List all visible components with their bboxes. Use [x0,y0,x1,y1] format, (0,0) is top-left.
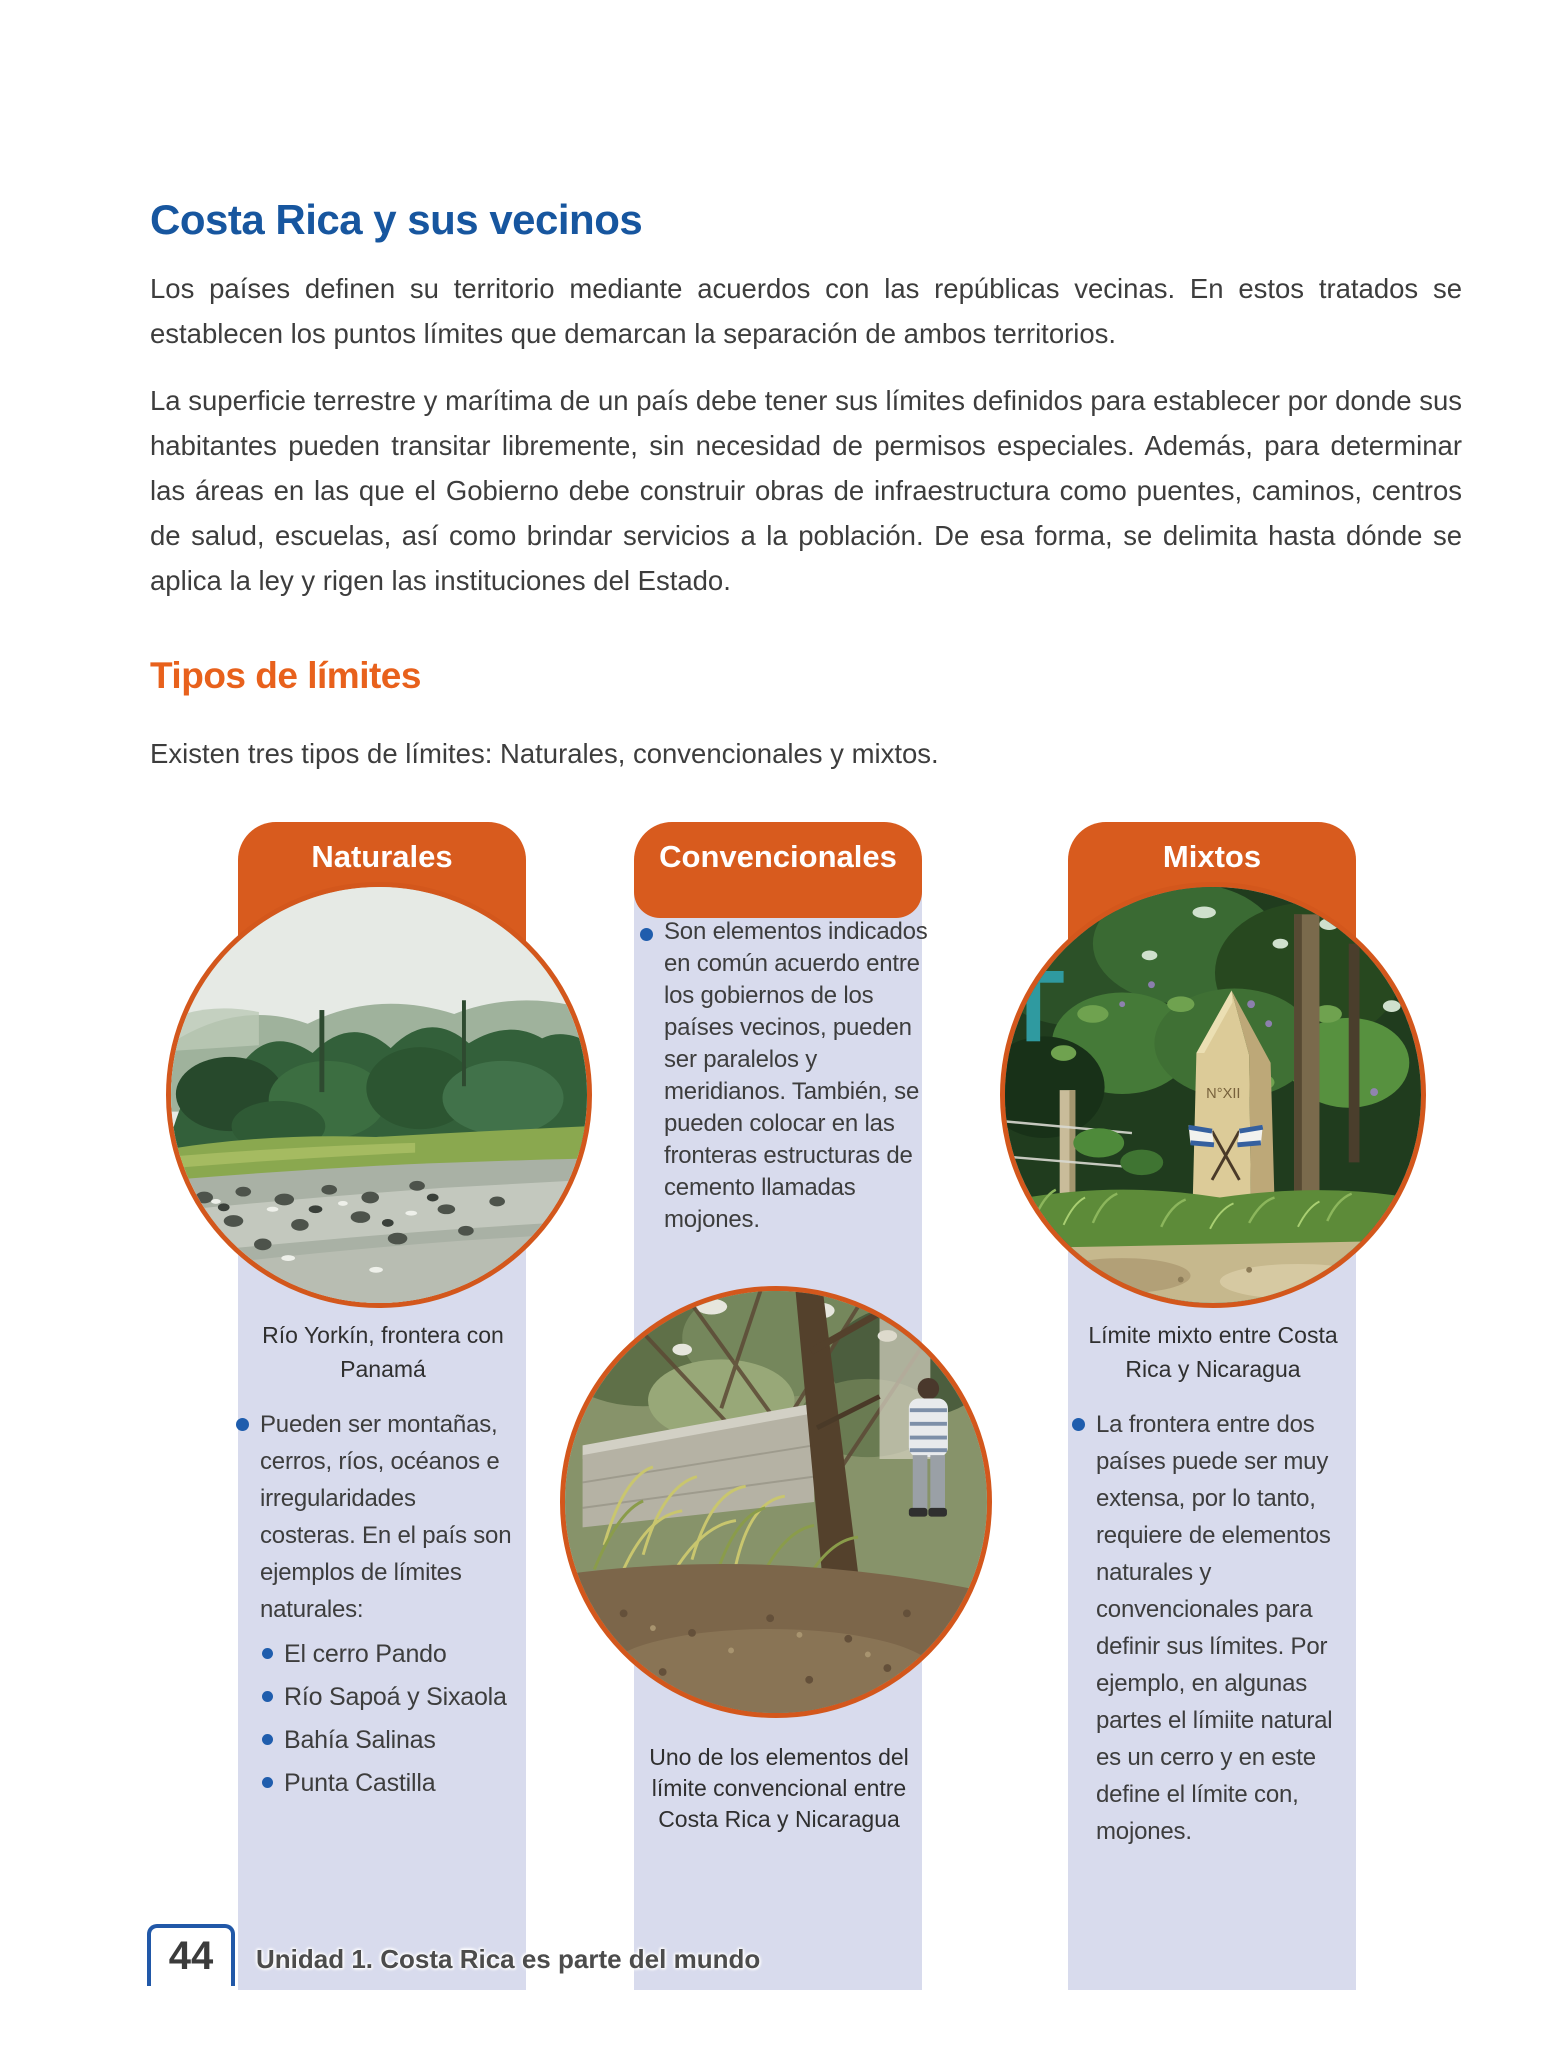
obelisk-forest-illustration [1005,887,1421,1303]
bullet-icon [262,1734,273,1745]
unit-label: Unidad 1. Costa Rica es parte del mundo [256,1944,761,1974]
column-header-convencionales [634,822,922,918]
column-header-label: Naturales [311,839,453,874]
bullet-icon [236,1418,249,1431]
list-item-text: El cerro Pando [284,1640,447,1668]
bullet-icon [262,1691,273,1702]
column-header-label: Mixtos [1162,839,1262,874]
wall-field-illustration [565,1291,987,1713]
bullet-icon [262,1648,273,1659]
photo-caption-naturales: Río Yorkín, frontera con Panamá [262,1322,504,1382]
bullet-icon [640,928,653,941]
section-intro: Existen tres tipos de límites: Naturales, convencionales y mixtos. [150,737,939,769]
rio-yorkin-photo [166,882,592,1308]
column-header-label: Convencionales [659,839,897,874]
list-item [262,1720,516,1760]
intro-paragraph-1: Los países definen su territorio mediante acuerdos con las repúblicas vecinas. En estos tratados se establecen los puntos límites que demarcan la separación de ambos territorios. [150,272,1462,349]
page-title: Costa Rica y sus vecinos [150,196,643,244]
naturales-examples-list [262,1634,516,1806]
mojon-forest-photo [1000,882,1426,1308]
photo-caption-convencionales: Uno de los elementos del límite convencional entre Costa Rica y Nicaragua [649,1744,909,1832]
obelisk-inscription: N°XII [1206,1085,1241,1102]
mixtos-bullet [1072,1406,1354,1850]
section-heading: Tipos de límites [150,654,421,696]
river-forest-illustration [171,887,587,1303]
border-marker-field-photo [560,1286,992,1718]
naturales-bullet [236,1406,516,1628]
convencionales-bullet [640,916,928,1236]
list-item [262,1634,516,1674]
list-item [262,1763,516,1803]
page-number: 44 [168,1934,214,1978]
bullet-text: Son elementos indicados en común acuerdo entre los gobiernos de los países vecinos, pueden ser paralelos y meridianos. También, se pueden colocar en las fronteras estructuras de cemento llamadas mojones. [664,918,928,1233]
bullet-text: Pueden ser montañas, cerros, ríos, océanos e irregularidades costeras. En el país son ejemplos de límites naturales: [260,1411,512,1623]
list-item [262,1677,516,1717]
list-item-text: Punta Castilla [284,1769,436,1797]
list-item-text: Río Sapoá y Sixaola [284,1683,507,1711]
intro-paragraph-2: La superficie terrestre y marítima de un país debe tener sus límites definidos para establecer por donde sus habitantes pueden transitar libremente, sin necesidad de permisos especiales. Además, para determinar las áreas en las que el Gobierno debe construir obras de infraestructura como puentes, caminos, centros de salud, escuelas, así como brindar servicios a la población. De esa forma, se delimita hasta dónde se aplica la ley y rigen las instituciones del Estado. [150,384,1462,596]
bullet-icon [262,1777,273,1788]
bullet-text: La frontera entre dos países puede ser muy extensa, por lo tanto, requiere de elementos naturales y convencionales para definir sus límites. Por ejemplo, en algunas partes el límiite natural es un cerro y en este define el límite con, mojones. [1096,1411,1333,1845]
photo-caption-mixtos: Límite mixto entre Costa Rica y Nicaragua [1088,1322,1338,1382]
bullet-icon [1072,1418,1085,1431]
page-number-tab [147,1924,235,1986]
list-item-text: Bahía Salinas [284,1726,436,1754]
